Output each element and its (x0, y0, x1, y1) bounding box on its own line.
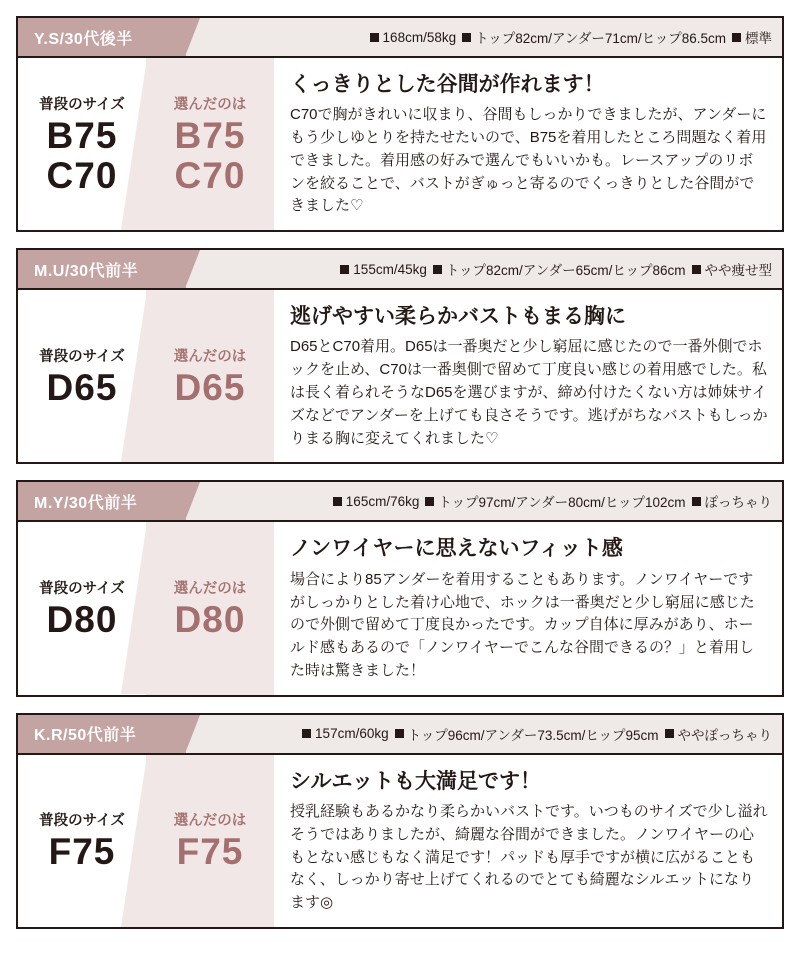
review-header (18, 18, 782, 58)
chosen-size-value: F75 (176, 831, 244, 873)
review-title: シルエットも大満足です！ (290, 769, 542, 793)
chosen-size-block (146, 755, 274, 927)
spec-item (370, 30, 457, 45)
spec-text: 168cm/58kg (382, 29, 457, 45)
review-body (18, 58, 782, 230)
spec-item (692, 491, 773, 511)
usual-size-block (18, 522, 146, 694)
review-comment: C70で胸がきれいに収まり、谷間もしっかりできましたが、アンダーにもう少しゆとりを持たせたいので、B75を着用したところ問題なく着用できました。着用感の好みで選んでもいいかも。レースアップのリボンを絞ることで、バストがぎゅっと寄るのでくっきりとした谷間ができました♡ (290, 106, 767, 215)
spec-text: ぽっちゃり (704, 495, 772, 511)
chosen-size-label: 選んだのは (173, 813, 247, 830)
usual-size-block (18, 290, 146, 462)
spec-text: トップ96cm/アンダー73.5cm/ヒップ95cm (407, 727, 659, 743)
square-bullet-icon (395, 729, 404, 738)
review-card (16, 713, 784, 929)
spec-item (395, 724, 659, 744)
usual-size-value: F75 (48, 831, 116, 873)
reviewer-specs (186, 18, 782, 56)
review-card (16, 248, 784, 464)
chosen-size-value: D80 (174, 599, 246, 641)
reviewer-specs (186, 482, 782, 520)
reviewer-name: K.R/50代前半 (18, 715, 186, 753)
review-text-block (274, 522, 782, 694)
spec-item (665, 724, 773, 744)
spec-text: ややぽっちゃり (677, 727, 772, 743)
review-header (18, 250, 782, 290)
spec-item (425, 491, 685, 511)
square-bullet-icon (462, 33, 471, 42)
review-title: くっきりとした谷間が作れます！ (290, 73, 605, 96)
chosen-size-label: 選んだのは (173, 581, 247, 598)
review-header (18, 482, 782, 522)
spec-text: 157cm/60kg (315, 726, 389, 742)
review-text-block (274, 290, 782, 462)
usual-size-value: B75 C70 (46, 114, 118, 196)
spec-text: 155cm/45kg (353, 261, 427, 277)
chosen-size-block (146, 290, 274, 462)
chosen-size-label: 選んだのは (173, 96, 247, 113)
spec-item (333, 494, 420, 509)
spec-item (692, 259, 773, 279)
chosen-size-label: 選んだのは (173, 348, 247, 365)
review-title: ノンワイヤーに思えないフィット感 (290, 537, 623, 561)
square-bullet-icon (425, 497, 434, 506)
review-body (18, 522, 782, 694)
square-bullet-icon (370, 33, 379, 42)
spec-text: トップ82cm/アンダー71cm/ヒップ86.5cm (475, 31, 726, 46)
square-bullet-icon (665, 729, 674, 738)
usual-size-value: D80 (46, 599, 118, 641)
reviewer-name: M.Y/30代前半 (18, 482, 186, 520)
square-bullet-icon (340, 265, 349, 274)
review-text-block (274, 755, 782, 927)
review-card (16, 16, 784, 232)
chosen-size-block (146, 522, 274, 694)
usual-size-label: 普段のサイズ (39, 348, 125, 365)
spec-item (302, 726, 389, 741)
reviewer-specs (186, 250, 782, 288)
spec-text: やや痩せ型 (704, 263, 772, 279)
review-body (18, 290, 782, 462)
review-body (18, 755, 782, 927)
reviewer-name: M.U/30代前半 (18, 250, 186, 288)
review-text-block (274, 58, 782, 230)
review-card (16, 480, 784, 696)
spec-text: トップ82cm/アンダー65cm/ヒップ86cm (445, 263, 686, 279)
review-title: 逃げやすい柔らかバストもまる胸に (290, 305, 626, 329)
spec-text: 標準 (745, 31, 772, 46)
usual-size-label: 普段のサイズ (39, 813, 125, 830)
spec-text: 165cm/76kg (345, 493, 420, 509)
review-comment: 授乳経験もあるかなり柔らかいバストです。いつものサイズで少し溢れそうではありましたが、綺麗な谷間ができました。ノンワイヤーの心もとない感じもなく満足です！パッドも厚手ですが横に広がることもなく、しっかり寄せ上げてくれるのでとても綺麗なシルエットになります◎ (290, 802, 768, 912)
usual-size-label: 普段のサイズ (39, 581, 125, 598)
spec-item (462, 27, 726, 47)
reviewer-name: Y.S/30代後半 (18, 18, 186, 56)
reviewer-specs (186, 715, 782, 753)
review-comment: 場合により85アンダーを着用することもあります。ノンワイヤーですがしっかりとした着け心地で、ホックは一番奥だと少し窮屈に感じたので外側で留めて丁度良かったです。カップ自体に厚みがあり、ホールド感もあるので「ノンワイヤーでこんな谷間できるの？」と着用した時は驚きました！ (290, 570, 755, 679)
square-bullet-icon (433, 265, 442, 274)
usual-size-block (18, 58, 146, 230)
chosen-size-value: B75 C70 (174, 114, 246, 196)
square-bullet-icon (692, 497, 701, 506)
spec-item (732, 27, 772, 47)
usual-size-label: 普段のサイズ (39, 96, 125, 113)
square-bullet-icon (333, 497, 342, 506)
spec-text: トップ97cm/アンダー80cm/ヒップ102cm (438, 495, 686, 511)
review-header (18, 715, 782, 755)
usual-size-block (18, 755, 146, 927)
square-bullet-icon (302, 729, 311, 738)
chosen-size-block (146, 58, 274, 230)
square-bullet-icon (692, 265, 701, 274)
usual-size-value: D65 (46, 366, 118, 408)
chosen-size-value: D65 (174, 366, 246, 408)
spec-item (340, 262, 427, 277)
review-comment: D65とC70着用。D65は一番奥だと少し窮屈に感じたので一番外側でホックを止め、C70は一番奥側で留めて丁度良い感じの着用感でした。私は長く着られそうなD65を選びますが、締め付けたくない方は姉妹サイズなどでアンダーを上げても良さそうです。逃げがちなバストもしっかりまる胸に変えてくれました♡ (290, 338, 768, 447)
square-bullet-icon (732, 33, 741, 42)
spec-item (433, 259, 686, 279)
